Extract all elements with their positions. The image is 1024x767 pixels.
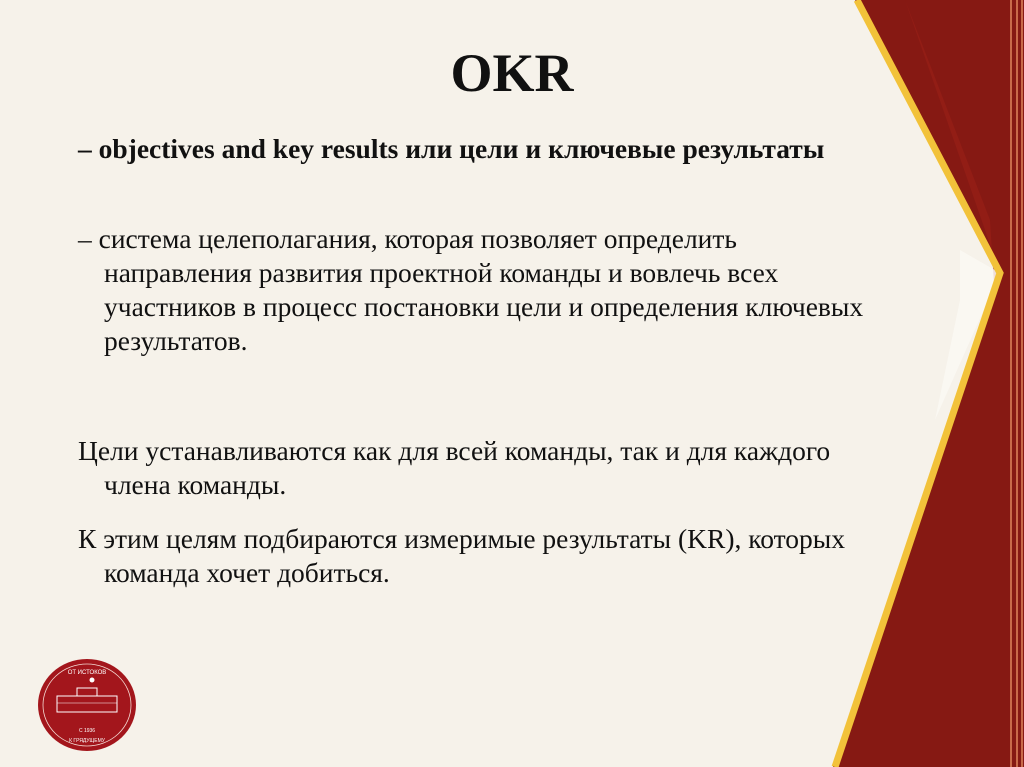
paragraph-system: – система целеполагания, которая позволяет определить направления развития проектной команды и вовлечь всех участников в процесс постановки цели и определения ключевых результатов. [78, 223, 864, 356]
paragraph-goals: Цели устанавливаются как для всей команды, так и для каждого члена команды. [78, 435, 831, 500]
paragraph-definition: – objectives and key results или цели и ключевые результаты [78, 133, 825, 164]
paragraph-kr: К этим целям подбираются измеримые результаты (KR), которых команда хочет добиться. [78, 523, 845, 588]
slide-title: OKR [450, 43, 574, 103]
university-logo [37, 658, 137, 752]
red-panel [833, 0, 1024, 767]
logo-year: С 1936 [78, 728, 96, 734]
logo-top-text: ОТ ИСТОКОВ [67, 670, 107, 676]
logo-bottom-text: К ГРЯДУЩЕМУ [69, 738, 105, 744]
edge-stripe [1010, 0, 1012, 767]
